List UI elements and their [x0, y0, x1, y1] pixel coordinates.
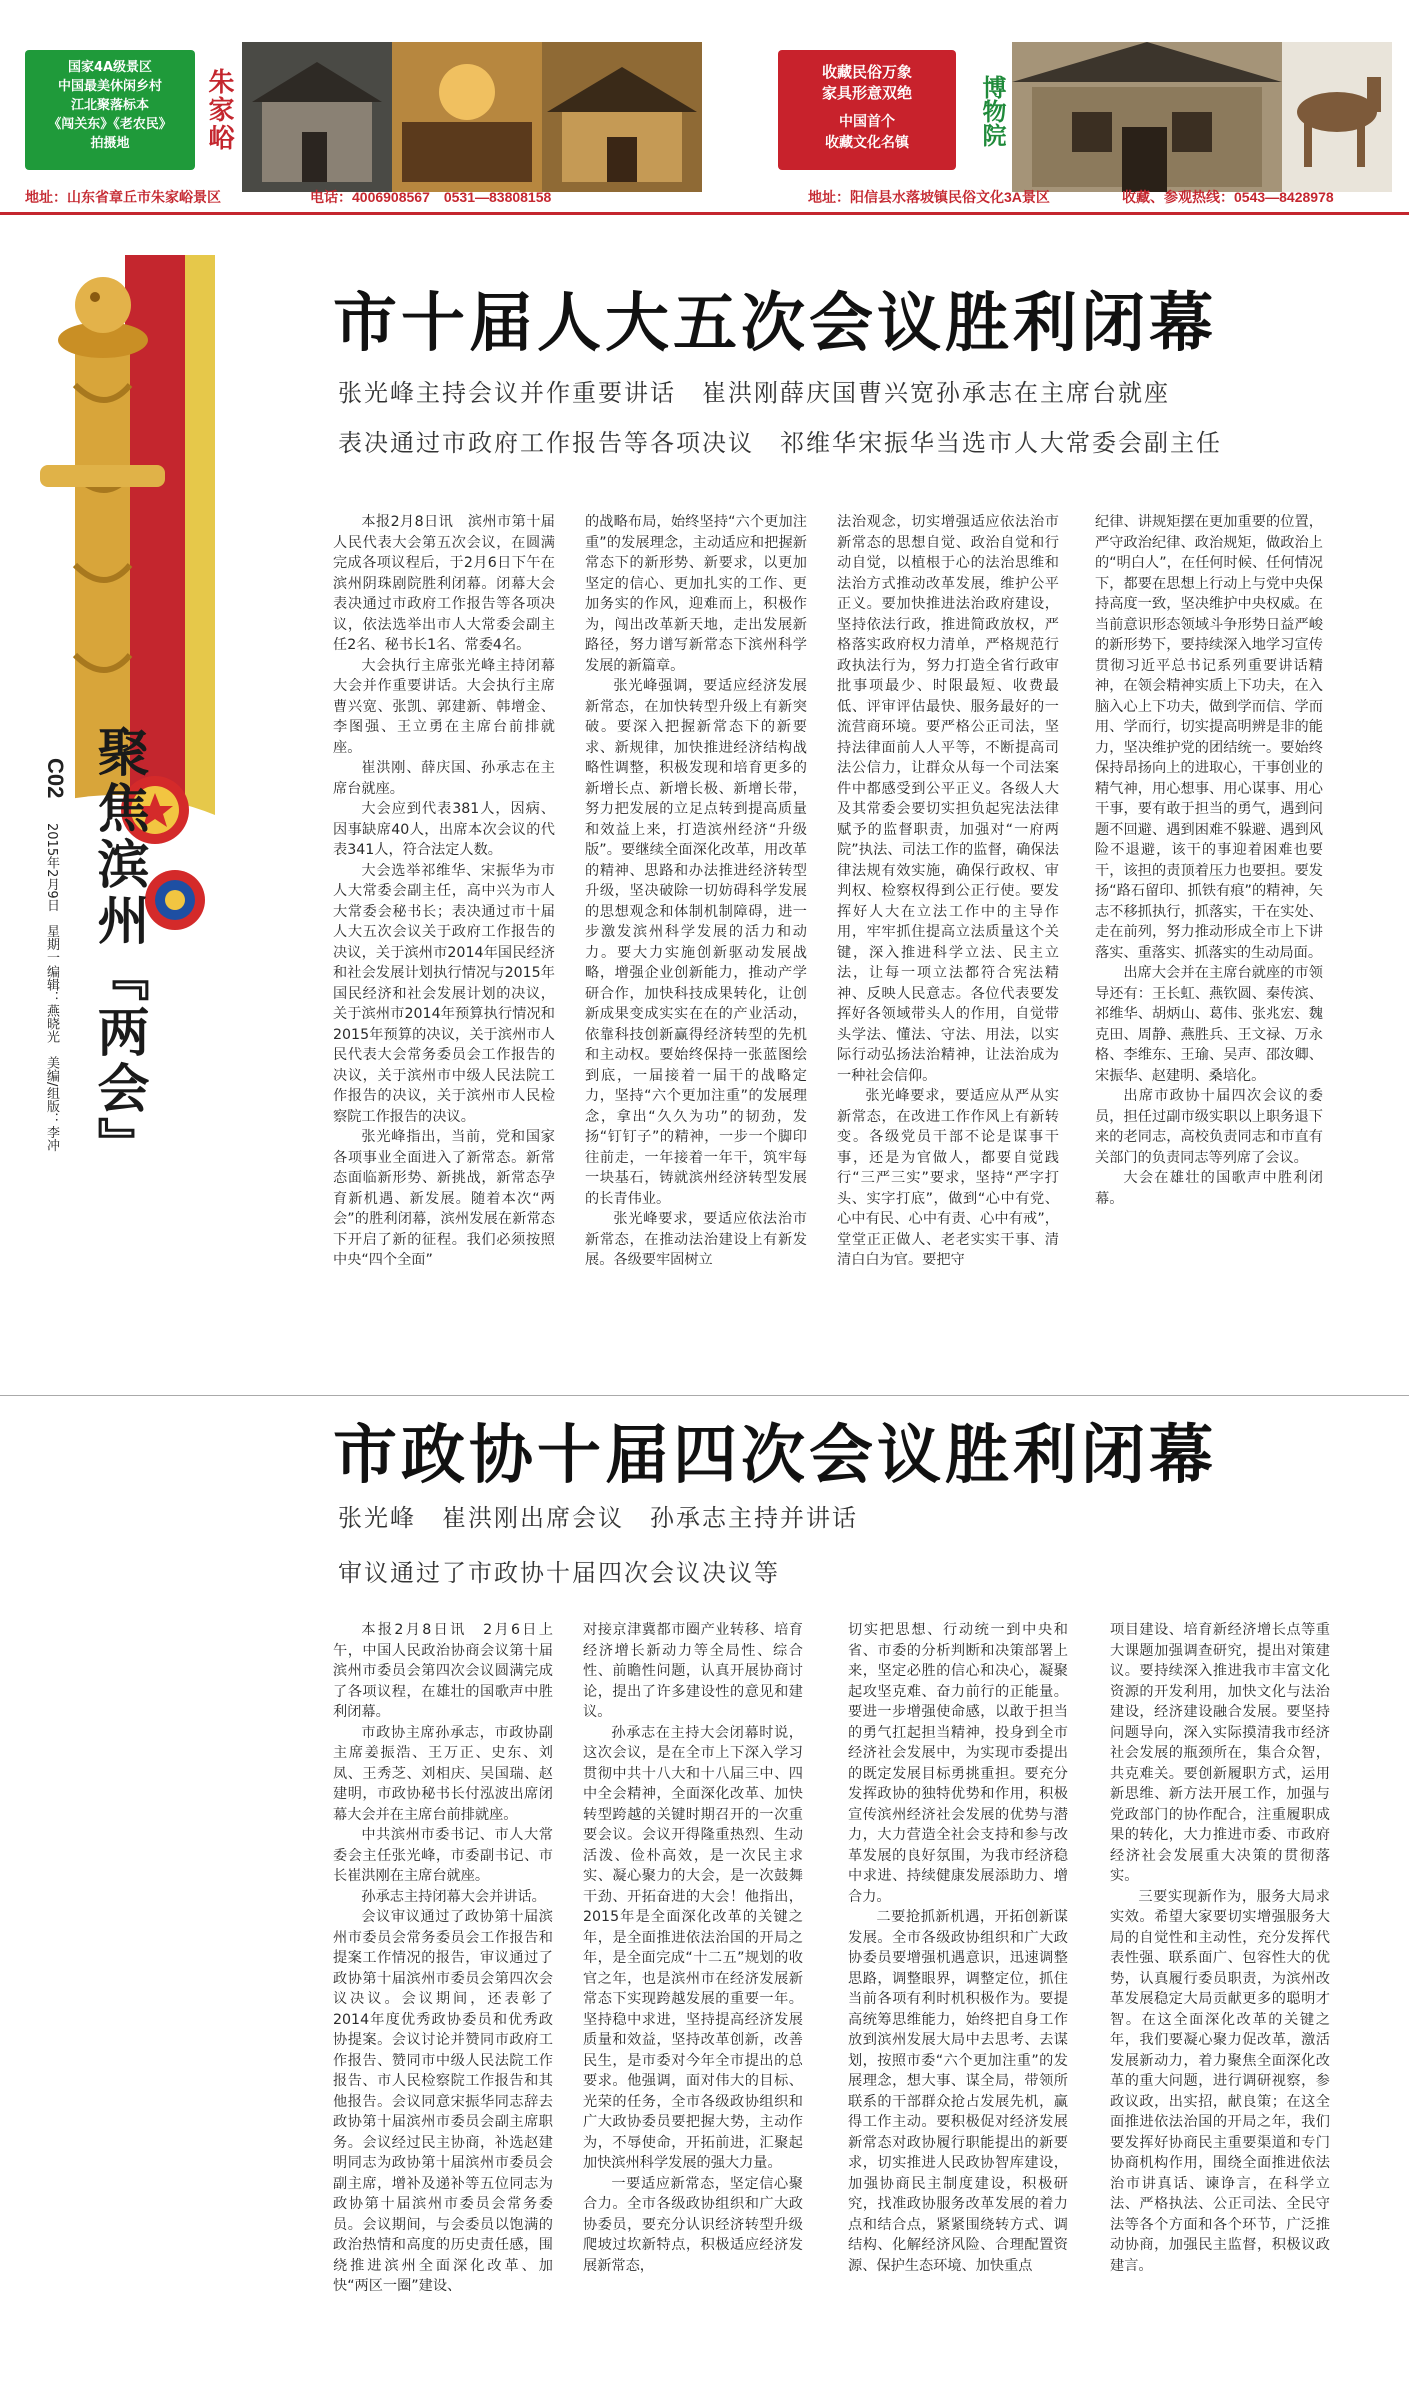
paragraph: 孙承志在主持大会闭幕时说，这次会议，是在全市上下深入学习贯彻中共十八大和十八届三中、四中全会精神，全面深化改革、加快转型跨越的关键时期召开的一次重要会议。会议开得隆重热烈、生动活泼、俭朴高效，是一次民主求实、凝心聚力的大会，是一次鼓舞干劲、开拓奋进的大会！他指出，2015年是全面深化改革的关键之年，是全面推进依法治国的开局之年，是全面完成“十二五”规划的收官之年，也是滨州市在经济发展新常态下实现跨越发展的重要一年。坚持稳中求进，坚持提高经济发展质量和效益，坚持改革创新，改善民生，是市委对今年全市提出的总要求。他强调，面对伟大的目标、光荣的任务，全市各级政协组织和广大政协委员要把握大势，主动作为，不辱使命，开拓前进，汇聚起加快滨州科学发展的强大力量。 — [583, 1724, 803, 2171]
ad-museum-box — [778, 50, 956, 170]
article1-subhead: 表决通过市政府工作报告等各项决议 祁维华宋振华当选市人大常委会副主任 — [338, 429, 1222, 457]
paragraph: 中共滨州市委书记、市人大常委会主任张光峰，市委副书记、市长崔洪刚在主席台就座。 — [333, 1827, 553, 1884]
paragraph: 大会选举祁维华、宋振华为市人大常委会副主任，高中兴为市人大常委会秘书长；表决通过市十届人大五次会议关于政府工作报告的决议，关于滨州市2014年国民经济和社会发展计划执行情况与2015年国民经济和社会发展计划的决议，关于滨州市2014年预算执行情况和2015年预算的决议，关于滨州市人民代表大会常务委员会工作报告的决议，关于滨州市中级人民法院工作报告的决议，关于滨州市人民检察院工作报告的决议。 — [333, 862, 555, 1125]
paragraph: 的战略布局，始终坚持“六个更加注重”的发展理念，主动适应和把握新常态下的新形势、新要求，以更加坚定的信心、更加扎实的工作、更加务实的作风，迎难而上，积极作为，闯出改革新天地，走出发展新路径，努力谱写新常态下滨州科学发展的新篇章。 — [585, 514, 807, 674]
ad-line: 家具形意双绝 — [821, 84, 912, 102]
paragraph: 三要实现新作为，服务大局求实效。希望大家要切实增强服务大局的自觉性和主动性，充分发挥代表性强、联系面广、包容性大的优势，认真履行委员职责，为滨州改革发展稳定大局贡献更多的聪明才智。在这全面深化改革的关键之年，我们要凝心聚力促改革，激活发展新动力，着力聚焦全面深化改革的重大问题，进行调研视察，参政议政，出实招，献良策；在这全面推进依法治国的开局之年，我们要发挥好协商民主重要渠道和专门协商机构作用，围绕全面推进依法治市讲真话、谏诤言，在科学立法、严格执法、公正司法、全民守法等各个方面和各个环节，广泛推动协商，加强民主监督，积极议政建言。 — [1110, 1888, 1330, 2274]
article2-headline: 市政协十届四次会议胜利闭幕 — [333, 1418, 1217, 1493]
left-ad-address: 地址：山东省章丘市朱家峪景区 — [25, 189, 221, 205]
ad-sub-line: 收藏文化名镇 — [825, 135, 909, 151]
paragraph: 出席大会并在主席台就座的市领导还有：王长虹、燕钦圆、秦传滨、祁维华、胡炳山、葛伟、张兆宏、魏克田、周静、燕胜兵、王文禄、万永格、李维东、王瑜、吴声、邵汝卿、宋振华、赵建明、桑培化。 — [1095, 965, 1323, 1084]
section-title: 聚焦滨州『两会』 — [88, 725, 149, 1173]
paragraph: 项目建设、培育新经济增长点等重大课题加强调查研究，提出对策建议。要持续深入推进我市丰富文化资源的开发利用，加快文化与法治建设，经济建设融合发展。要坚持问题导向，深入实际摸清我市经济社会发展的瓶颈所在，集合众智，共克难关。要创新履职方式，运用新思维、新方法开展工作，加强与党政部门的协作配合，注重履职成果的转化，大力推进市委、市政府经济社会发展重大决策的贯彻落实。 — [1110, 1622, 1330, 1884]
paragraph: 张光峰强调，要适应经济发展新常态，在加快转型升级上有新突破。要深入把握新常态下的新要求、新规律，加快推进经济结构战略性调整，积极发现和培育更多的新增长点、新增长极、新增长带，努力把发展的立足点转到提高质量和效益上来，打造滨州经济“升级版”。要继续全面深化改革，用改革的精神、思路和办法推进经济转型升级，坚决破除一切妨碍科学发展的思想观念和体制机制障碍，进一步激发滨州科学发展的活力和动力。要大力实施创新驱动发展战略，增强企业创新能力，推动产学研合作，加快科技成果转化，让创新成果变成实实在在的产业活动，依靠科技创新赢得经济转型的先机和主动权。要始终保持一张蓝图绘到底，一届接着一届干的战略定力，坚持“六个更加注重”的发展理念，拿出“久久为功”的韧劲，发扬“钉钉子”的精神，一步一个脚印往前走，一年接着一年干，筑牢每一块基石，铸就滨州经济转型发展的长青伟业。 — [585, 678, 807, 1207]
article2-subhead: 张光峰 崔洪刚出席会议 孙承志主持并讲话 — [338, 1504, 858, 1532]
museum-seal-logo: 博物院 — [978, 74, 1007, 147]
paragraph: 崔洪刚、薛庆国、孙承志在主席台就座。 — [333, 760, 555, 797]
paragraph: 出席市政协十届四次会议的委员，担任过副市级实职以上职务退下来的老同志，高校负责同志和市直有关部门的负责同志等列席了会议。 — [1095, 1088, 1323, 1166]
zhujiayu-seal-logo: 朱家峪 — [204, 68, 234, 152]
paragraph: 本报2月8日讯 滨州市第十届人民代表大会第五次会议，在圆满完成各项议程后，于2月6日下午在滨州阴珠剧院胜利闭幕。闭幕大会表决通过市政府工作报告等各项决议，依法选举出市人大常委会副主任2名、秘书长1名、常委4名。 — [333, 514, 555, 653]
ad-sub-line: 中国首个 — [839, 114, 895, 130]
page-number: C02 — [43, 758, 68, 799]
paragraph: 大会应到代表381人，因病、因事缺席40人，出席本次会议的代表341人，符合法定人数。 — [333, 801, 555, 858]
museum-photo-collage — [1012, 42, 1392, 192]
paragraph: 张光峰要求，要适应从严从实新常态，在改进工作作风上有新转变。各级党员干部不论是谋事干事，还是为官做人，都要自觉践行“三严三实”要求，坚持“严字打头、实字打底”，做到“心中有党、心中有民、心中有责、心中有戒”，堂堂正正做人、老老实实干事、清清白白为官。要把守 — [837, 1088, 1059, 1268]
paragraph: 大会在雄壮的国歌声中胜利闭幕。 — [1095, 1170, 1323, 1207]
article1-column-3 — [837, 512, 1059, 1392]
lion-statue — [75, 277, 131, 333]
ad-scenic-area-box — [25, 50, 195, 170]
ad-line: 中国最美休闲乡村 — [57, 79, 162, 94]
article2-column-1 — [333, 1620, 553, 2375]
issue-date: 2015年2月9日 星期一 — [44, 823, 59, 964]
paragraph: 一要适应新常态，坚定信心聚合力。全市各级政协组织和广大政协委员，要充分认识经济转型升级爬坡过坎新特点，积极适应经济发展新常态， — [583, 2175, 803, 2274]
editor-credits: 编辑：燕晓光 美编/组版：李冲 — [44, 965, 59, 1152]
article-divider — [0, 1395, 1409, 1396]
article1-subhead: 张光峰主持会议并作重要讲话 崔洪刚薛庆国曹兴宽孙承志在主席台就座 — [338, 379, 1170, 407]
paragraph: 张光峰指出，当前，党和国家各项事业全面进入了新常态。新常态面临新形势、新挑战，新常态孕育新机遇、新发展。随着本次“两会”的胜利闭幕，滨州发展在新常态下开启了新的征程。我们必须按照中央“四个全面” — [333, 1129, 555, 1268]
paragraph: 二要抢抓新机遇，开拓创新谋发展。全市各级政协组织和广大政协委员要增强机遇意识，迅速调整思路，调整眼界，调整定位，抓住当前各项有利时机积极作为。要提高统筹思维能力，始终把自身工作放到滨州发展大局中去思考、去谋划，按照市委“六个更加注重”的发展理念，想大事、谋全局，带领所联系的干部群众抢占发展先机，赢得工作主动。要积极促对经济发展新常态对政协履行职能提出的新要求，切实推进人民政协智库建设，加强协商民主制度建设，积极研究，找准政协服务改革发展的着力点和结合点，紧紧围绕转方式、调结构、化解经济风险、合理配置资源、保护生态环境、加快重点 — [848, 1909, 1068, 2274]
paragraph: 对接京津冀都市圈产业转移、培育经济增长新动力等全局性、综合性、前瞻性问题，认真开展协商讨论，提出了许多建设性的意见和建议。 — [583, 1622, 803, 1720]
paragraph: 孙承志主持闭幕大会并讲话。 — [361, 1888, 546, 1905]
article2-column-2 — [583, 1620, 803, 2375]
article1-column-2 — [585, 512, 807, 1392]
header-divider — [0, 212, 1409, 215]
article1-headline: 市十届人大五次会议胜利闭幕 — [333, 286, 1217, 361]
ad-line: 拍摄地 — [90, 136, 130, 151]
ad-line: 收藏民俗万象 — [821, 63, 912, 81]
village-photo-collage — [242, 42, 702, 192]
article1-column-4 — [1095, 512, 1323, 1392]
ad-line: 《闯关东》《老农民》 — [48, 117, 172, 132]
ad-line: 江北聚落标本 — [70, 98, 149, 113]
paragraph: 市政协主席孙承志，市政协副主席姜振浩、王万正、史东、刘凤、王秀芝、刘相庆、吴国瑞、赵建明，市政协秘书长付泓波出席闭幕大会并在主席台前排就座。 — [333, 1724, 553, 1823]
left-ad-phone: 电话：4006908567 0531—83808158 — [310, 189, 552, 205]
paragraph: 会议审议通过了政协第十届滨州市委员会常务委员会工作报告和提案工作情况的报告，审议通过了政协第十届滨州市委员会第四次会议决议。会议期间，还表彰了2014年度优秀政协委员和优秀政协提案。会议讨论并赞同市政府工作报告、赞同市中级人民法院工作报告、市人民检察院工作报告和其他报告。会议同意宋振华同志辞去政协第十届滨州市委员会副主席职务。会议经过民主协商，补选赵建明同志为政协第十届滨州市委员会副主席，增补及递补等五位同志为政协第十届滨州市委员会常务委员。会议期间，与会委员以饱满的政治热情和高度的历史责任感，围绕推进滨州全面深化改革、加快“两区一圈”建设、 — [333, 1909, 553, 2294]
article2-subhead: 审议通过了市政协十届四次会议决议等 — [338, 1559, 780, 1587]
article2-column-3 — [848, 1620, 1068, 2375]
article2-column-4 — [1110, 1620, 1330, 2375]
paragraph: 本报2月8日讯 2月6日上午，中国人民政治协商会议第十届滨州市委员会第四次会议圆满完成了各项议程，在雄壮的国歌声中胜利闭幕。 — [333, 1622, 553, 1720]
paragraph: 切实把思想、行动统一到中央和省、市委的分析判断和决策部署上来，坚定必胜的信心和决心，凝聚起攻坚克难、奋力前行的正能量。要进一步增强使命感，以敢于担当的勇气扛起担当精神，投身到全市经济社会发展中，为实现市委提出的既定发展目标勇挑重担。要充分发挥政协的独特优势和作用，积极宣传滨州经济社会发展的优势与潜力，大力营造全社会支持和参与改革发展的良好氛围，为我市经济稳中求进、持续健康发展添助力、增合力。 — [848, 1622, 1068, 1905]
right-ad-phone: 收藏、参观热线：0543—8428978 — [1122, 189, 1334, 205]
right-ad-address: 地址：阳信县水落坡镇民俗文化3A景区 — [808, 189, 1050, 205]
ad-line: 国家4A级景区 — [67, 60, 153, 75]
paragraph: 张光峰要求，要适应依法治市新常态，在推动法治建设上有新发展。各级要牢固树立 — [585, 1211, 807, 1268]
paragraph: 法治观念，切实增强适应依法治市新常态的思想自觉、政治自觉和行动自觉，以植根于心的法治思维和法治方式推动改革发展，维护公平正义。要加快推进法治政府建设，坚持依法行政，推进简政放权，严格落实政府权力清单，严格规范行政执法行为，努力打造全省行政审批事项最少、时限最短、收费最低、评审评估最快、服务最好的一流营商环境。要严格公正司法，坚持法律面前人人平等，不断提高司法公信力，让群众从每一个司法案件中都感受到公平正义。各级人大及其常委会要切实担负起宪法法律赋予的监督职责，加强对“一府两院”执法、司法工作的监督，确保法律法规有效实施，确保行政权、审判权、检察权得到公正行使。要发挥好人大在立法工作中的主导作用，牢牢抓住提高立法质量这个关键，深入推进科学立法、民主立法，让每一项立法都符合宪法精神、反映人民意志。各位代表要发挥好各领域带头人的作用，自觉带头学法、懂法、守法、用法，以实际行动弘扬法治精神，让法治成为一种社会信仰。 — [837, 514, 1059, 1084]
paragraph: 纪律、讲规矩摆在更加重要的位置，严守政治纪律、政治规矩，做政治上的“明白人”，在任何时候、任何情况下，都要在思想上行动上与党中央保持高度一致，坚决维护中央权威。在当前意识形态领域斗争形势日益严峻的新形势下，要持续深入地学习宣传贯彻习近平总书记系列重要讲话精神，在领会精神实质上下功夫，在入脑入心上下功夫，做到学而信、学而用、学而行，切实提高明辨是非的能力，坚决维护党的团结统一。要始终保持昂扬向上的进取心，干事创业的精气神，用心想事、用心谋事、用心干事，要有敢于担当的勇气，遇到问题不回避、遇到困难不躲避、遇到风险不退避，该干的事迎着困难也要干，该担的责顶着压力也要担。要发扬“路石留印、抓铁有痕”的精神，矢志不移抓执行，抓落实，干在实处、走在前列，努力推动形成全市上下讲落实、重落实、抓落实的生动局面。 — [1095, 514, 1323, 961]
article1-column-1 — [333, 512, 555, 1392]
paragraph: 大会执行主席张光峰主持闭幕大会并作重要讲话。大会执行主席曹兴宽、张凯、郭建新、韩增金、李图强、王立勇在主席台前排就座。 — [333, 657, 555, 756]
